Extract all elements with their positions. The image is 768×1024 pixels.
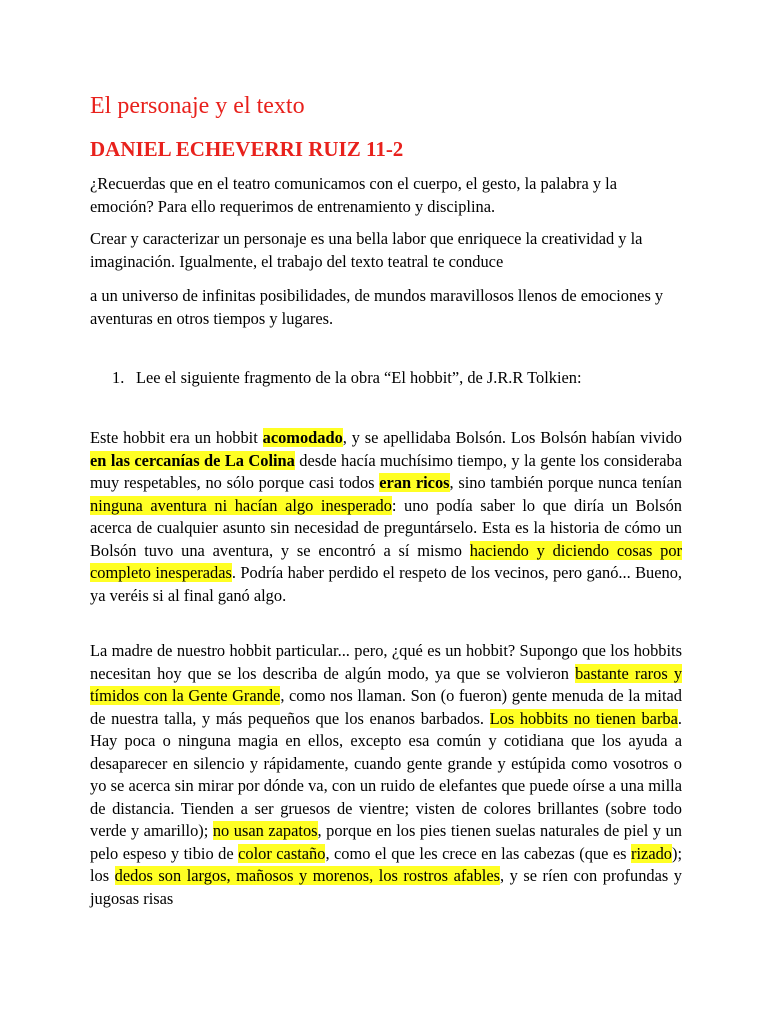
intro-paragraph-2: Crear y caracterizar un personaje es una bella labor que enriquece la creatividad y la imaginación. Igualmente, el trabajo del texto teatral te conduce <box>90 229 643 271</box>
hobbit-fragment-paragraph-1 <box>90 427 682 607</box>
highlighted-phrase: no usan zapatos <box>212 821 318 840</box>
highlighted-phrase: haciendo y diciendo cosas por completo inesperadas <box>90 540 682 582</box>
fragment-text: Este hobbit era un hobbit <box>90 428 263 447</box>
fragment-text: , y se ríen con profundas y jugosas risas <box>90 866 682 908</box>
fragment-text: ); los <box>90 843 683 885</box>
fragment-text: , y se apellidaba Bolsón. Los Bolsón habían vivido <box>342 428 682 447</box>
document-title: El personaje y el texto <box>90 93 305 119</box>
fragment-text: . Podría haber perdido el respeto de los vecinos, pero ganó... Bueno, ya veréis si al final ganó algo. <box>90 563 682 605</box>
highlighted-phrase: ninguna aventura ni hacían algo inesperado <box>90 495 392 515</box>
fragment-text: desde hacía muchísimo tiempo, y la gente los consideraba muy respetables, no sólo porque casi todos <box>90 450 683 492</box>
highlighted-phrase: dedos son largos, mañosos y morenos, los rostros afables <box>114 866 500 885</box>
highlighted-phrase: acomodado <box>262 428 343 447</box>
intro-paragraph-1: ¿Recuerdas que en el teatro comunicamos con el cuerpo, el gesto, la palabra y la emoción? Para ello requerimos de entrenamiento y disciplina. <box>90 174 618 216</box>
highlighted-phrase: Los hobbits no tienen barba <box>489 708 678 728</box>
instruction-text: Lee el siguiente fragmento de la obra “El hobbit”, de J.R.R Tolkien: <box>136 368 582 387</box>
fragment-text: , como el que les crece en las cabezas (que es <box>325 843 632 863</box>
author-name: DANIEL ECHEVERRI RUIZ 11-2 <box>90 137 404 161</box>
highlighted-phrase: en las cercanías de La Colina <box>90 450 295 470</box>
instruction-number: 1. <box>112 368 125 387</box>
fragment-text: , sino también porque nunca tenían <box>449 473 683 492</box>
fragment-text: , como nos llaman. Son (o fueron) gente menuda de la mitad de nuestra talla, y más pequeños que los enanos barbados. <box>90 686 682 728</box>
fragment-text: , porque en los pies tienen suelas naturales de piel y un pelo espeso y tibio de <box>90 821 683 863</box>
hobbit-fragment-paragraph-2 <box>90 640 682 910</box>
fragment-text: . Hay poca o ninguna magia en ellos, excepto esa común y cotidiana que los ayuda a desaparecer en silencio y rápidamente, cuando gente grande y estúpida como vosotros o yo se acerca sin mirar por dónde va, con un ruido de elefantes que puede oírse a una milla de distancia. Tienden a ser gruesos de vientre; visten de colores brillantes (sobre todo verde y amarillo); <box>90 708 682 840</box>
fragment-text: : uno podía saber lo que diría un Bolsón acerca de cualquier asunto sin necesidad de preguntárselo. Esta es la historia de cómo un Bolsón tuvo una aventura, y se encontró a sí mismo <box>90 495 682 560</box>
highlighted-phrase: eran ricos <box>379 473 450 492</box>
intro-paragraph-3: a un universo de infinitas posibilidades, de mundos maravillosos llenos de emociones y aventuras en otros tiempos y lugares. <box>90 286 664 328</box>
highlighted-phrase: rizado <box>631 843 672 863</box>
fragment-text: La madre de nuestro hobbit particular... pero, ¿qué es un hobbit? Supongo que los hobbits necesitan hoy que se los describa de algún modo, ya que se volvieron <box>90 641 682 683</box>
highlighted-phrase: bastante raros y tímidos con la Gente Grande <box>90 663 683 705</box>
highlighted-phrase: color castaño <box>238 843 326 863</box>
